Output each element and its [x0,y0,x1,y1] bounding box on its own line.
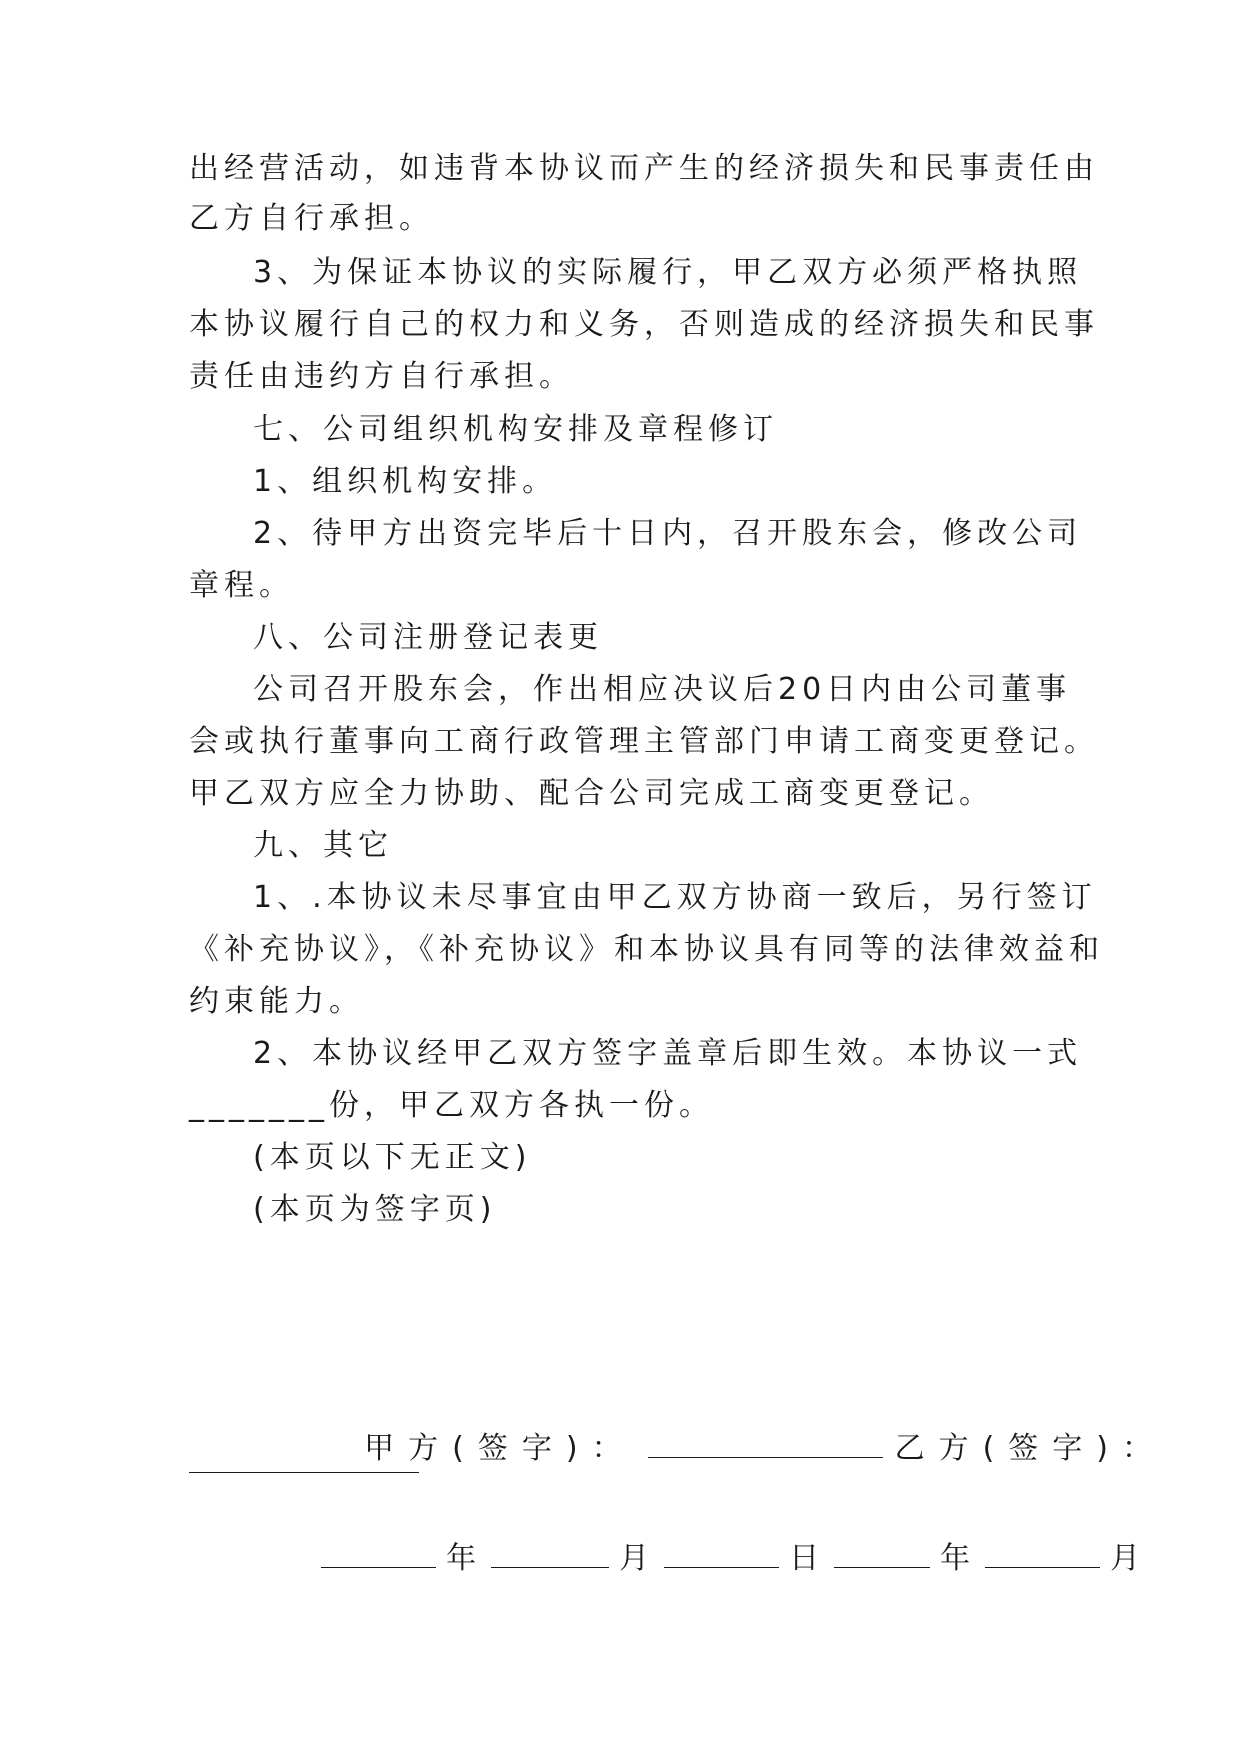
paragraph-line: 责任由违约方自行承担。 [189,359,574,394]
section-heading: 八、公司注册登记表更 [253,620,603,655]
paragraph-line: 章程。 [189,568,294,603]
paragraph-line: 公司召开股东会，作出相应决议后20日内由公司董事 [253,672,1072,707]
paragraph-line: 《补充协议》，《补充协议》和本协议具有同等的法律效益和 [189,932,1104,967]
paragraph-line: 本协议履行自己的权力和义务，否则造成的经济损失和民事 [189,307,1099,342]
month-label: 月 [619,1541,655,1576]
note-line: (本页为签字页) [253,1192,497,1227]
year-label: 年 [940,1541,976,1576]
year-blank [834,1539,930,1568]
date-row [263,1499,1155,1619]
party-a-signature-blank [648,1431,883,1458]
paragraph-line: 会或执行董事向工商行政管理主管部门申请工商变更登记。 [189,724,1099,759]
paragraph-line: 1、组织机构安排。 [253,464,558,499]
paragraph-line: _______份，甲乙双方各执一份。 [189,1088,714,1123]
paragraph-line: 3、为保证本协议的实际履行，甲乙双方必须严格执照 [253,255,1083,290]
month-blank [985,1539,1100,1568]
year-blank [321,1539,436,1568]
day-blank [664,1539,779,1568]
section-heading: 七、公司组织机构安排及章程修订 [253,412,778,447]
day-label: 日 [789,1541,825,1576]
paragraph-line: 1、.本协议未尽事宜由甲乙双方协商一致后，另行签订 [253,880,1097,915]
paragraph-line: 甲乙双方应全力协助、配合公司完成工商变更登记。 [189,776,994,811]
party-a-label: 甲方(签字)： [364,1431,636,1466]
month-label: 月 [1110,1541,1146,1576]
paragraph-line: 约束能力。 [189,984,364,1019]
paragraph-line: 出经营活动，如违背本协议而产生的经济损失和民事责任由 [189,151,1099,186]
signature-row [270,1389,1166,1509]
paragraph-line: 2、待甲方出资完毕后十日内，召开股东会，修改公司 [253,516,1083,551]
paragraph-line: 2、本协议经甲乙双方签字盖章后即生效。本协议一式 [253,1036,1083,1071]
note-line: (本页以下无正文) [253,1140,532,1175]
party-b-label: 乙方(签字)： [894,1431,1166,1466]
section-heading: 九、其它 [253,828,393,863]
paragraph-line: 乙方自行承担。 [189,201,434,236]
year-label: 年 [446,1541,482,1576]
party-b-signature-blank [189,1472,419,1473]
month-blank [491,1539,609,1568]
